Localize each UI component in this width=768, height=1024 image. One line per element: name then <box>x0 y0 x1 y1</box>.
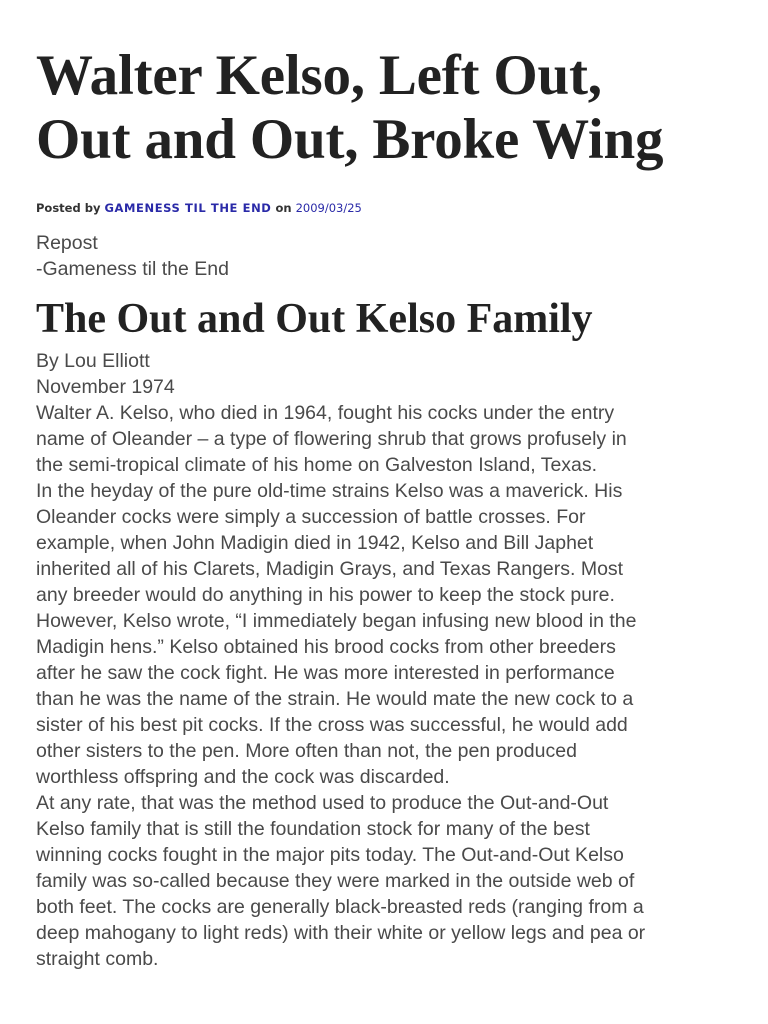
on-label: on <box>275 201 292 215</box>
byline-date: November 1974 <box>36 376 175 398</box>
author-link[interactable]: GAMENESS TIL THE END <box>104 201 272 215</box>
intro-line: -Gameness til the End <box>36 258 229 280</box>
paragraph-line: straight comb. <box>36 948 159 970</box>
post-meta <box>36 200 736 216</box>
paragraph-line: Oleander cocks were simply a succession of battle crosses. For <box>36 506 586 528</box>
paragraph-line: family was so-called because they were marked in the outside web of <box>36 870 635 892</box>
title-line: Out and Out, Broke Wing <box>36 108 664 171</box>
paragraph-line: However, Kelso wrote, “I immediately began infusing new blood in the <box>36 610 637 632</box>
paragraph-line: At any rate, that was the method used to produce the Out-and-Out <box>36 792 609 814</box>
intro <box>36 230 736 282</box>
paragraph-line: sister of his best pit cocks. If the cross was successful, he would add <box>36 714 628 736</box>
paragraph-line: both feet. The cocks are generally black-breasted reds (ranging from a <box>36 896 644 918</box>
section-title: The Out and Out Kelso Family <box>36 296 593 342</box>
paragraph-line: worthless offspring and the cock was discarded. <box>36 766 450 788</box>
paragraph-line: inherited all of his Clarets, Madigin Grays, and Texas Rangers. Most <box>36 558 624 580</box>
paragraph-2 <box>36 478 736 790</box>
intro-line: Repost <box>36 232 98 254</box>
paragraph-line: than he was the name of the strain. He would mate the new cock to a <box>36 688 634 710</box>
paragraph-1 <box>36 400 736 478</box>
paragraph-line: the semi-tropical climate of his home on Galveston Island, Texas. <box>36 454 598 476</box>
title-line: Walter Kelso, Left Out, <box>36 44 602 107</box>
byline <box>36 348 736 400</box>
paragraph-line: In the heyday of the pure old-time strains Kelso was a maverick. His <box>36 480 623 502</box>
paragraph-line: deep mahogany to light reds) with their white or yellow legs and pea or <box>36 922 646 944</box>
article <box>36 0 736 972</box>
paragraph-line: Madigin hens.” Kelso obtained his brood cocks from other breeders <box>36 636 616 658</box>
byline-author: By Lou Elliott <box>36 350 150 372</box>
paragraph-line: any breeder would do anything in his power to keep the stock pure. <box>36 584 615 606</box>
posted-by-label: Posted by <box>36 201 101 215</box>
date-link[interactable]: 2009/03/25 <box>295 201 362 215</box>
paragraph-line: example, when John Madigin died in 1942, Kelso and Bill Japhet <box>36 532 594 554</box>
paragraph-line: after he saw the cock fight. He was more interested in performance <box>36 662 615 684</box>
page-title <box>36 44 736 172</box>
article-body <box>36 348 736 972</box>
paragraph-line: other sisters to the pen. More often than not, the pen produced <box>36 740 577 762</box>
paragraph-3 <box>36 790 736 972</box>
paragraph-line: winning cocks fought in the major pits today. The Out-and-Out Kelso <box>36 844 624 866</box>
paragraph-line: Walter A. Kelso, who died in 1964, fought his cocks under the entry <box>36 402 615 424</box>
paragraph-line: name of Oleander – a type of flowering shrub that grows profusely in <box>36 428 627 450</box>
paragraph-line: Kelso family that is still the foundation stock for many of the best <box>36 818 590 840</box>
